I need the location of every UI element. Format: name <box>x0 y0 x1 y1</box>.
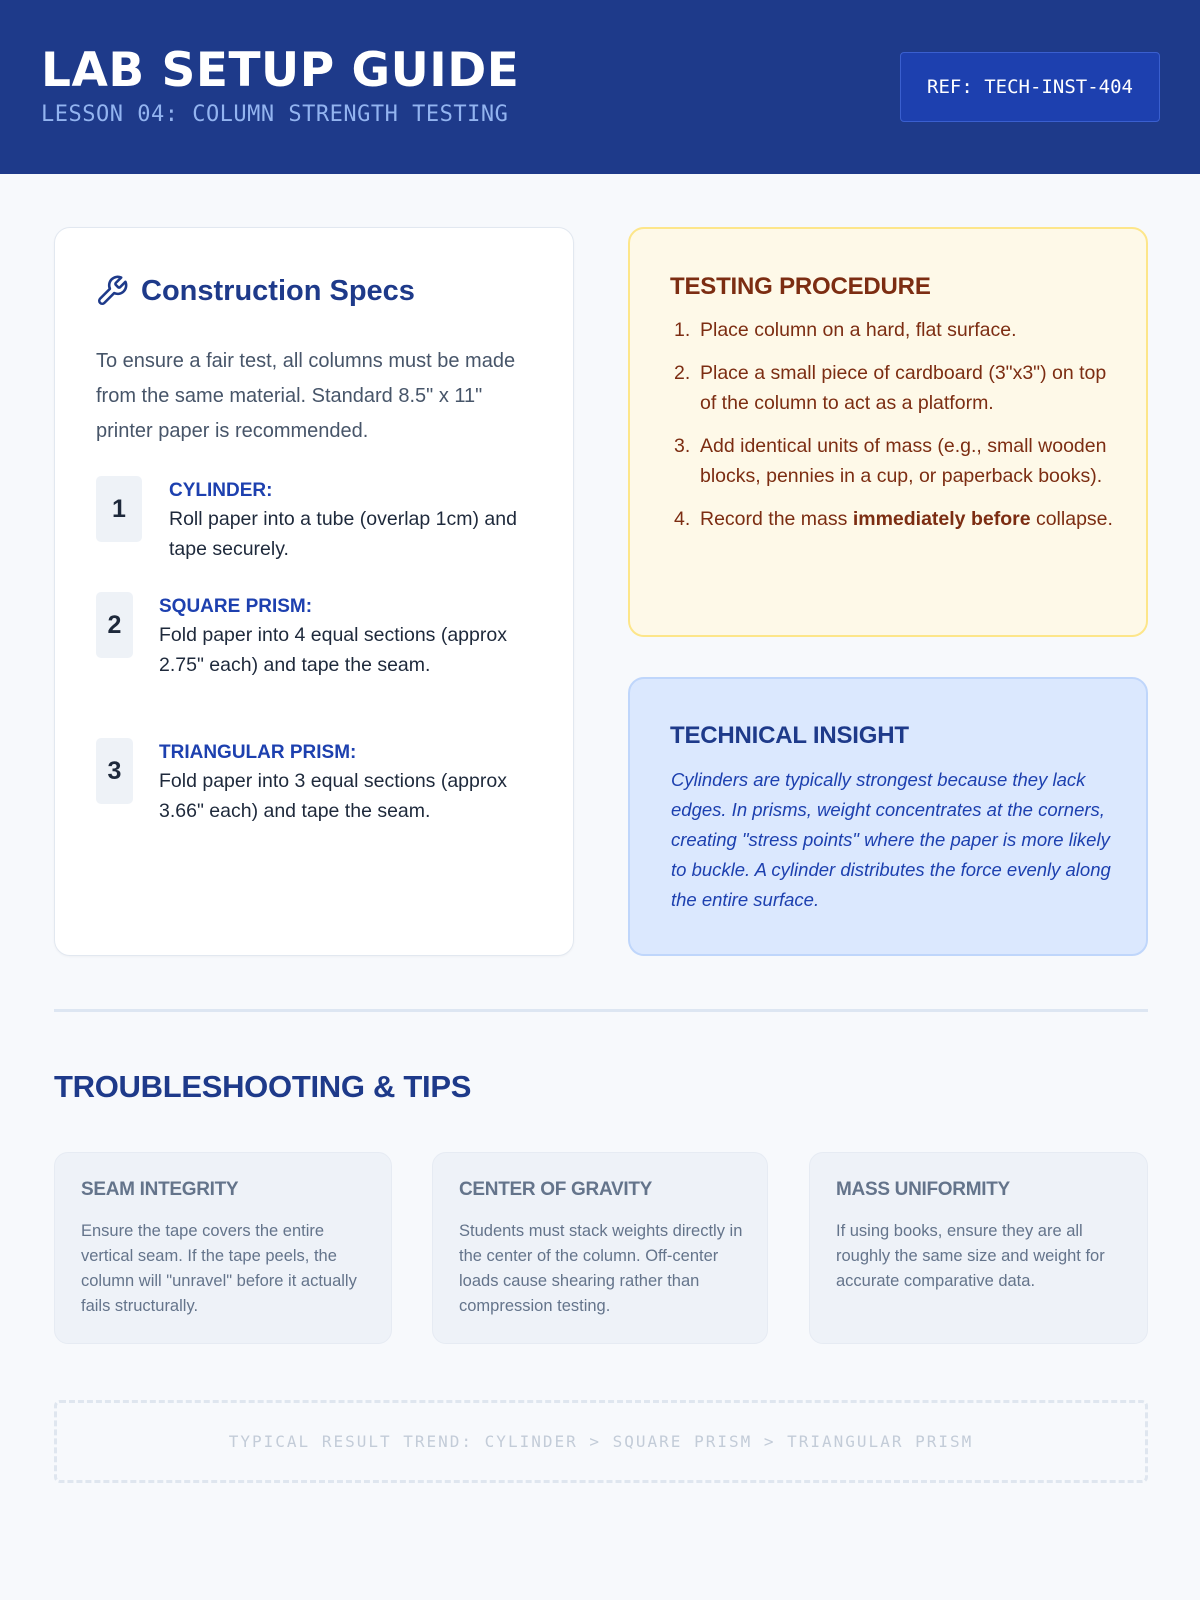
spec-label: SQUARE PRISM: <box>159 596 313 617</box>
spec-description: Fold paper into 4 equal sections (approx 2.75" each) and tape the seam. <box>159 624 507 676</box>
reference-badge: REF: TECH-INST-404 <box>900 52 1160 122</box>
tip-title: SEAM INTEGRITY <box>81 1179 239 1200</box>
spec-description: Fold paper into 3 equal sections (approx 3.66" each) and tape the seam. <box>159 770 507 822</box>
spec-number: 1 <box>96 476 142 542</box>
testing-procedure-card <box>628 227 1148 637</box>
tip-text: If using books, ensure they are all roughly the same size and weight for accurate comparative data. <box>836 1222 1105 1290</box>
spec-number: 2 <box>96 592 133 658</box>
construction-specs-title: Construction Specs <box>141 274 415 307</box>
step-text: Place column on a hard, flat surface. <box>700 319 1017 341</box>
spec-number: 3 <box>96 738 133 804</box>
page-header <box>0 0 1200 174</box>
step-number: 4. <box>674 508 691 530</box>
section-divider <box>54 1009 1148 1012</box>
construction-specs-header <box>95 274 415 308</box>
technical-insight-title: TECHNICAL INSIGHT <box>670 722 909 749</box>
tip-card-seam-integrity <box>54 1152 392 1344</box>
step-number: 3. <box>674 435 691 457</box>
tip-text: Students must stack weights directly in the center of the column. Off-center loads cause shearing rather than compression testing. <box>459 1222 743 1315</box>
tip-text: Ensure the tape covers the entire vertical seam. If the tape peels, the column will "unravel" before it actually fails structurally. <box>81 1222 357 1315</box>
tip-card-mass-uniformity <box>809 1152 1148 1344</box>
step-text-before: Record the mass <box>700 508 853 530</box>
step-number: 2. <box>674 362 691 384</box>
tip-title: MASS UNIFORMITY <box>836 1179 1010 1200</box>
construction-intro-text: To ensure a fair test, all columns must be made from the same material. Standard 8.5" x 11" printer paper is recommended. <box>96 350 516 442</box>
procedure-step <box>674 315 1114 345</box>
spec-description: Roll paper into a tube (overlap 1cm) and tape securely. <box>169 508 517 560</box>
troubleshooting-title: TROUBLESHOOTING & TIPS <box>54 1069 472 1104</box>
procedure-step <box>674 358 1114 418</box>
procedure-step <box>674 431 1114 491</box>
construction-specs-card <box>54 227 574 956</box>
step-number: 1. <box>674 319 691 341</box>
procedure-step <box>674 504 1114 534</box>
technical-insight-card <box>628 677 1148 956</box>
wrench-icon <box>95 274 129 308</box>
step-text: Place a small piece of cardboard (3"x3") on top of the column to act as a platform. <box>700 362 1107 414</box>
step-text: Add identical units of mass (e.g., small wooden blocks, pennies in a cup, or paperback books). <box>700 435 1107 487</box>
tip-card-center-of-gravity <box>432 1152 768 1344</box>
technical-insight-text: Cylinders are typically strongest because they lack edges. In prisms, weight concentrates at the corners, creating "stress points" where the paper is more likely to buckle. A cylinder distributes the force evenly along the entire surface. <box>671 769 1111 910</box>
spec-label: CYLINDER: <box>169 480 273 501</box>
page-subtitle: LESSON 04: COLUMN STRENGTH TESTING <box>41 102 509 127</box>
tip-title: CENTER OF GRAVITY <box>459 1179 652 1200</box>
spec-label: TRIANGULAR PRISM: <box>159 742 357 763</box>
result-trend-box <box>54 1400 1148 1483</box>
step-text-after: collapse. <box>1030 508 1113 530</box>
testing-procedure-title: TESTING PROCEDURE <box>670 273 931 300</box>
step-text-emphasis: immediately before <box>852 508 1031 530</box>
result-trend-text: TYPICAL RESULT TREND: CYLINDER > SQUARE PRISM > TRIANGULAR PRISM <box>228 1432 974 1451</box>
page-title: LAB SETUP GUIDE <box>41 43 520 98</box>
procedure-steps-list <box>674 315 1114 547</box>
